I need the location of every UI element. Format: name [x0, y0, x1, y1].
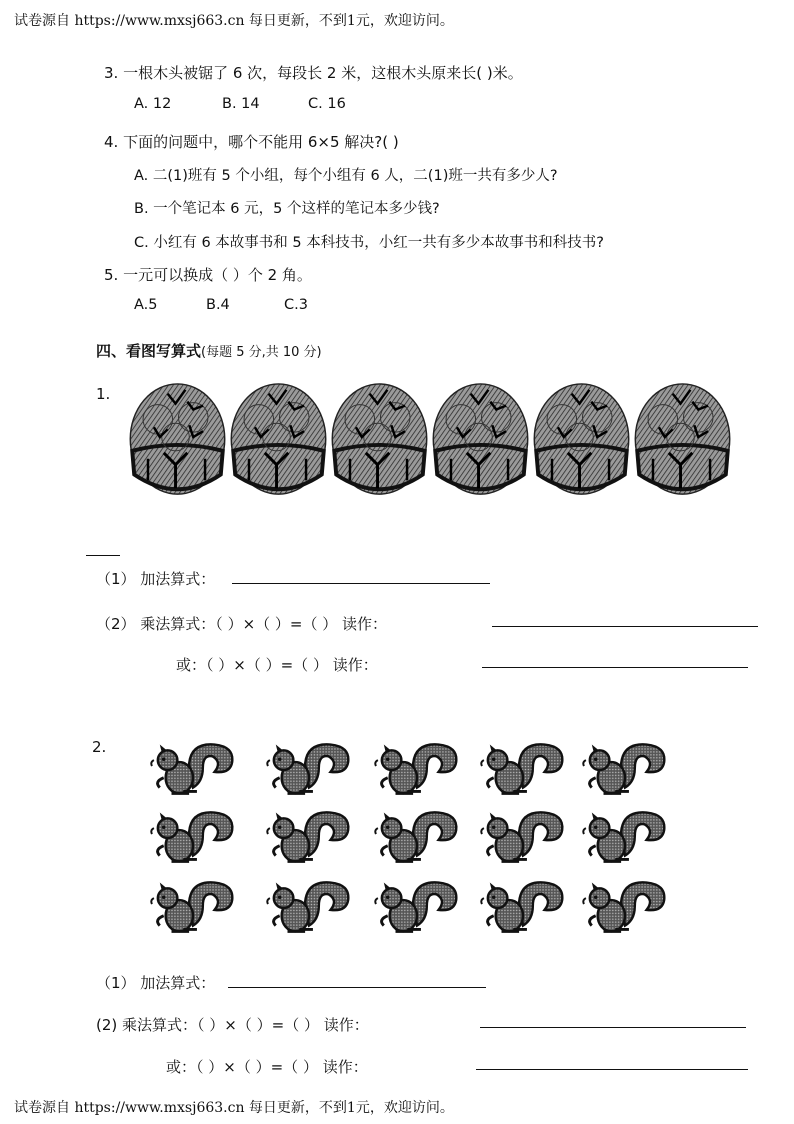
squirrel-picture: [266, 738, 354, 798]
section-title-text: 四、看图写算式: [96, 342, 202, 360]
problem-1-multiplication-reading-line[interactable]: [492, 626, 758, 627]
problem-1-alternative-reading-line[interactable]: [482, 667, 748, 668]
problem-1-addition-answer-line[interactable]: [232, 583, 490, 584]
problem-2-addition-answer-line[interactable]: [228, 987, 486, 988]
problem-2-multiplication-reading-line[interactable]: [480, 1027, 746, 1028]
question-4-option-b: B. 一个笔记本 6 元，5 个这样的笔记本多少钱?: [134, 201, 440, 217]
squirrel-picture: [480, 876, 568, 936]
squirrel-picture: [480, 806, 568, 866]
problem-1-alternative-label: 或：（ ）×（ ）=（ ） 读作：: [176, 656, 378, 674]
question-3-option-b: B. 14: [222, 96, 260, 112]
problem-1-addition-label: （1） 加法算式：: [96, 570, 216, 588]
problem-2-alternative-reading-line[interactable]: [476, 1069, 748, 1070]
question-3-option-a: A. 12: [134, 96, 172, 112]
page-header: 试卷源自 https://www.mxsj663.cn 每日更新，不到1元，欢迎访问。: [14, 13, 454, 29]
scan-mark: [86, 555, 120, 556]
squirrel-picture: [266, 876, 354, 936]
question-3-option-c: C. 16: [308, 96, 346, 112]
squirrel-picture: [266, 806, 354, 866]
section-title-note: (每题 5 分,共 10 分): [201, 345, 322, 360]
question-4-option-c: C. 小红有 6 本故事书和 5 本科技书，小红一共有多少本故事书和科技书?: [134, 235, 604, 251]
fruit-basket-picture: [431, 380, 530, 502]
page-footer: 试卷源自 https://www.mxsj663.cn 每日更新，不到1元，欢迎访问。: [14, 1100, 454, 1116]
question-5-option-b: B.4: [206, 297, 230, 313]
question-4-option-a: A. 二(1)班有 5 个小组，每个小组有 6 人，二(1)班一共有多少人?: [134, 168, 558, 184]
section-title: [96, 340, 322, 361]
question-5-option-c: C.3: [284, 297, 308, 313]
fruit-basket-picture: [532, 380, 631, 502]
fruit-basket-picture: [633, 380, 732, 502]
question-5-stem: 5. 一元可以换成（ ）个 2 角。: [104, 266, 312, 284]
squirrel-picture: [150, 738, 238, 798]
squirrel-picture: [582, 806, 670, 866]
problem-2-multiplication-label: (2) 乘法算式：（ ）×（ ）=（ ） 读作：: [96, 1016, 369, 1034]
problem-2-alternative-label: 或：（ ）×（ ）=（ ） 读作：: [166, 1058, 368, 1076]
basket-picture-row: [128, 380, 732, 502]
squirrel-picture: [480, 738, 568, 798]
problem-1-number: 1.: [96, 385, 111, 403]
fruit-basket-picture: [229, 380, 328, 502]
squirrel-picture: [374, 806, 462, 866]
squirrel-picture: [374, 876, 462, 936]
question-4-stem: 4. 下面的问题中，哪个不能用 6×5 解决?( ): [104, 133, 399, 151]
squirrel-picture: [582, 876, 670, 936]
squirrel-picture-grid: [150, 738, 670, 938]
fruit-basket-picture: [128, 380, 227, 502]
squirrel-picture: [150, 876, 238, 936]
fruit-basket-picture: [330, 380, 429, 502]
squirrel-picture: [582, 738, 670, 798]
question-5-option-a: A.5: [134, 297, 158, 313]
squirrel-picture: [150, 806, 238, 866]
problem-2-addition-label: （1） 加法算式：: [96, 974, 216, 992]
squirrel-picture: [374, 738, 462, 798]
problem-2-number: 2.: [92, 738, 107, 756]
problem-1-multiplication-label: （2） 乘法算式：（ ）×（ ）=（ ） 读作：: [96, 615, 388, 633]
question-3-stem: 3. 一根木头被锯了 6 次，每段长 2 米，这根木头原来长( )米。: [104, 64, 523, 82]
